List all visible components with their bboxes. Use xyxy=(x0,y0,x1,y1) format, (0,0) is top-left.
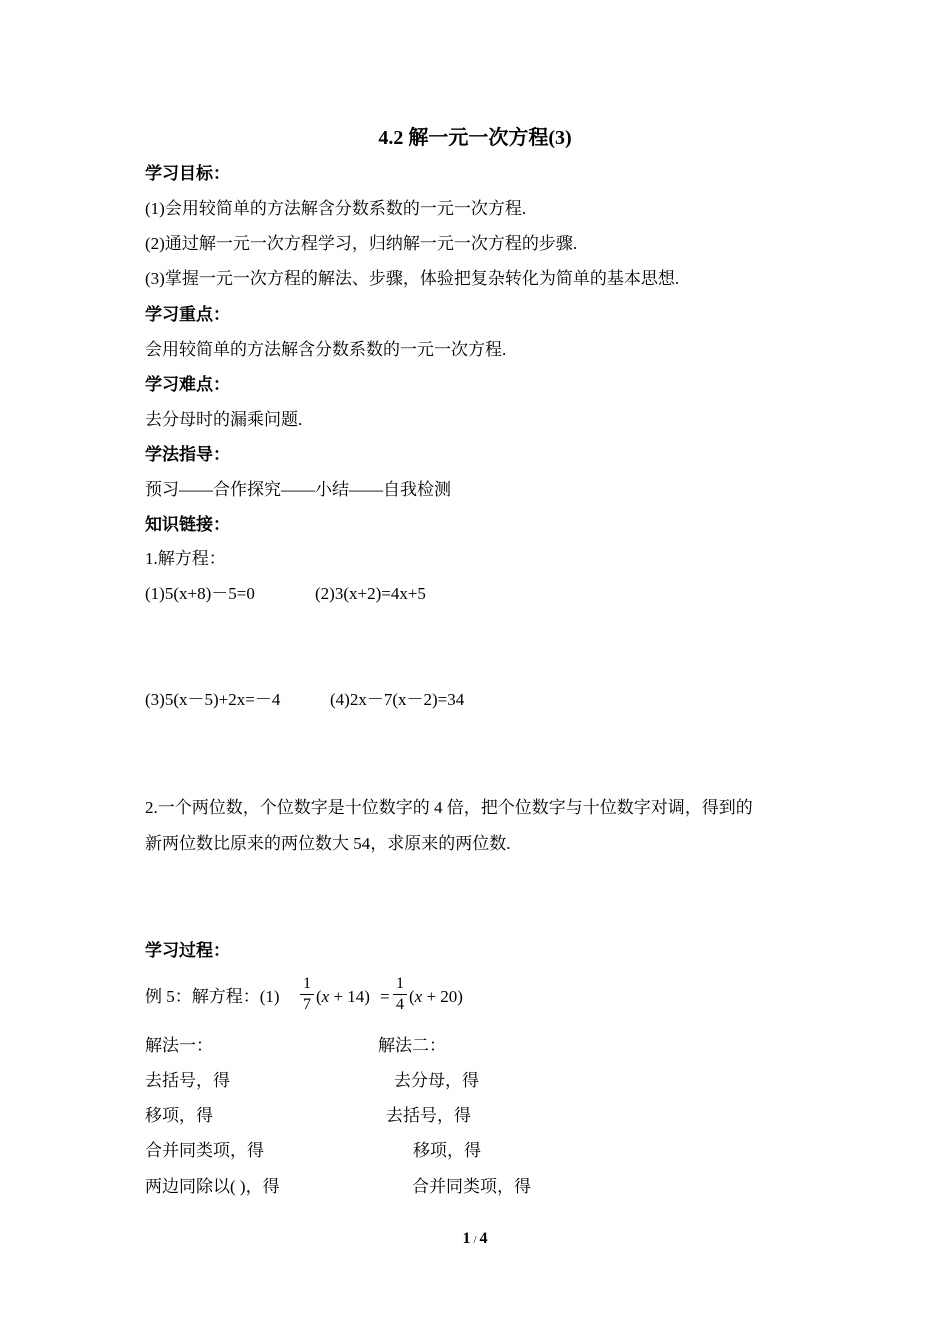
fraction-bar xyxy=(300,994,314,995)
equation-paren: ( xyxy=(316,987,322,1006)
method-2-step: 去分母，得 xyxy=(394,1071,479,1090)
equation-2: (2)3(x+2)=4x+5 xyxy=(315,584,426,603)
process-heading: 学习过程： xyxy=(145,941,230,960)
fraction-numerator: 1 xyxy=(396,975,404,992)
difficulties-text: 去分母时的漏乘问题. xyxy=(145,410,303,429)
equation-variable: x xyxy=(414,987,423,1006)
page-separator: / xyxy=(473,1234,477,1246)
method-2-step: 合并同类项，得 xyxy=(412,1177,531,1196)
method-1-label: 解法一： xyxy=(145,1036,213,1055)
fraction-denominator: 7 xyxy=(303,996,311,1013)
question-2-line-2: 新两位数比原来的两位数大 54，求原来的两位数. xyxy=(145,834,511,853)
equals-sign: = xyxy=(380,987,390,1006)
fraction-numerator: 1 xyxy=(303,975,311,992)
difficulties-heading: 学习难点： xyxy=(145,375,230,394)
goal-item: (3)掌握一元一次方程的解法、步骤，体验把复杂转化为简单的基本思想. xyxy=(145,269,680,288)
key-points-text: 会用较简单的方法解含分数系数的一元一次方程. xyxy=(145,340,507,359)
goal-item: (2)通过解一元一次方程学习，归纳解一元一次方程的步骤. xyxy=(145,234,578,253)
goal-item: (1)会用较简单的方法解含分数系数的一元一次方程. xyxy=(145,199,527,218)
example-label: 例 5：解方程：(1) xyxy=(145,987,280,1006)
method-2-step: 移项，得 xyxy=(413,1141,481,1160)
page-title: 4.2 解一元一次方程(3) xyxy=(378,127,572,149)
page-number: 1 xyxy=(462,1230,471,1247)
method-heading: 学法指导： xyxy=(145,445,230,464)
equation-term: + 20) xyxy=(422,987,463,1006)
page-total: 4 xyxy=(479,1230,488,1247)
method-2-step: 去括号，得 xyxy=(386,1106,471,1125)
equation-4: (4)2x－7(x－2)=34 xyxy=(330,690,465,709)
method-1-step: 合并同类项，得 xyxy=(145,1141,264,1160)
page-footer xyxy=(0,1229,950,1250)
equation-paren: ( xyxy=(409,987,415,1006)
fraction-bar xyxy=(393,994,407,995)
goals-heading: 学习目标： xyxy=(145,164,230,183)
fraction-denominator: 4 xyxy=(396,996,404,1013)
method-1-step: 移项，得 xyxy=(145,1106,213,1125)
question-2-line-1: 2.一个两位数，个位数字是十位数字的 4 倍，把个位数字与十位数字对调，得到的 xyxy=(145,798,753,817)
equation-3: (3)5(x－5)+2x=－4 xyxy=(145,690,281,709)
knowledge-heading: 知识链接： xyxy=(145,515,230,534)
key-points-heading: 学习重点： xyxy=(145,305,230,324)
method-2-label: 解法二： xyxy=(378,1036,446,1055)
method-1-step: 两边同除以( )，得 xyxy=(145,1177,280,1196)
equation-variable: x xyxy=(321,987,330,1006)
equation-1: (1)5(x+8)－5=0 xyxy=(145,584,255,603)
method-1-step: 去括号，得 xyxy=(145,1071,230,1090)
equation-term: + 14) xyxy=(329,987,370,1006)
question-1-label: 1.解方程： xyxy=(145,549,226,568)
method-text: 预习——合作探究——小结——自我检测 xyxy=(145,480,451,499)
